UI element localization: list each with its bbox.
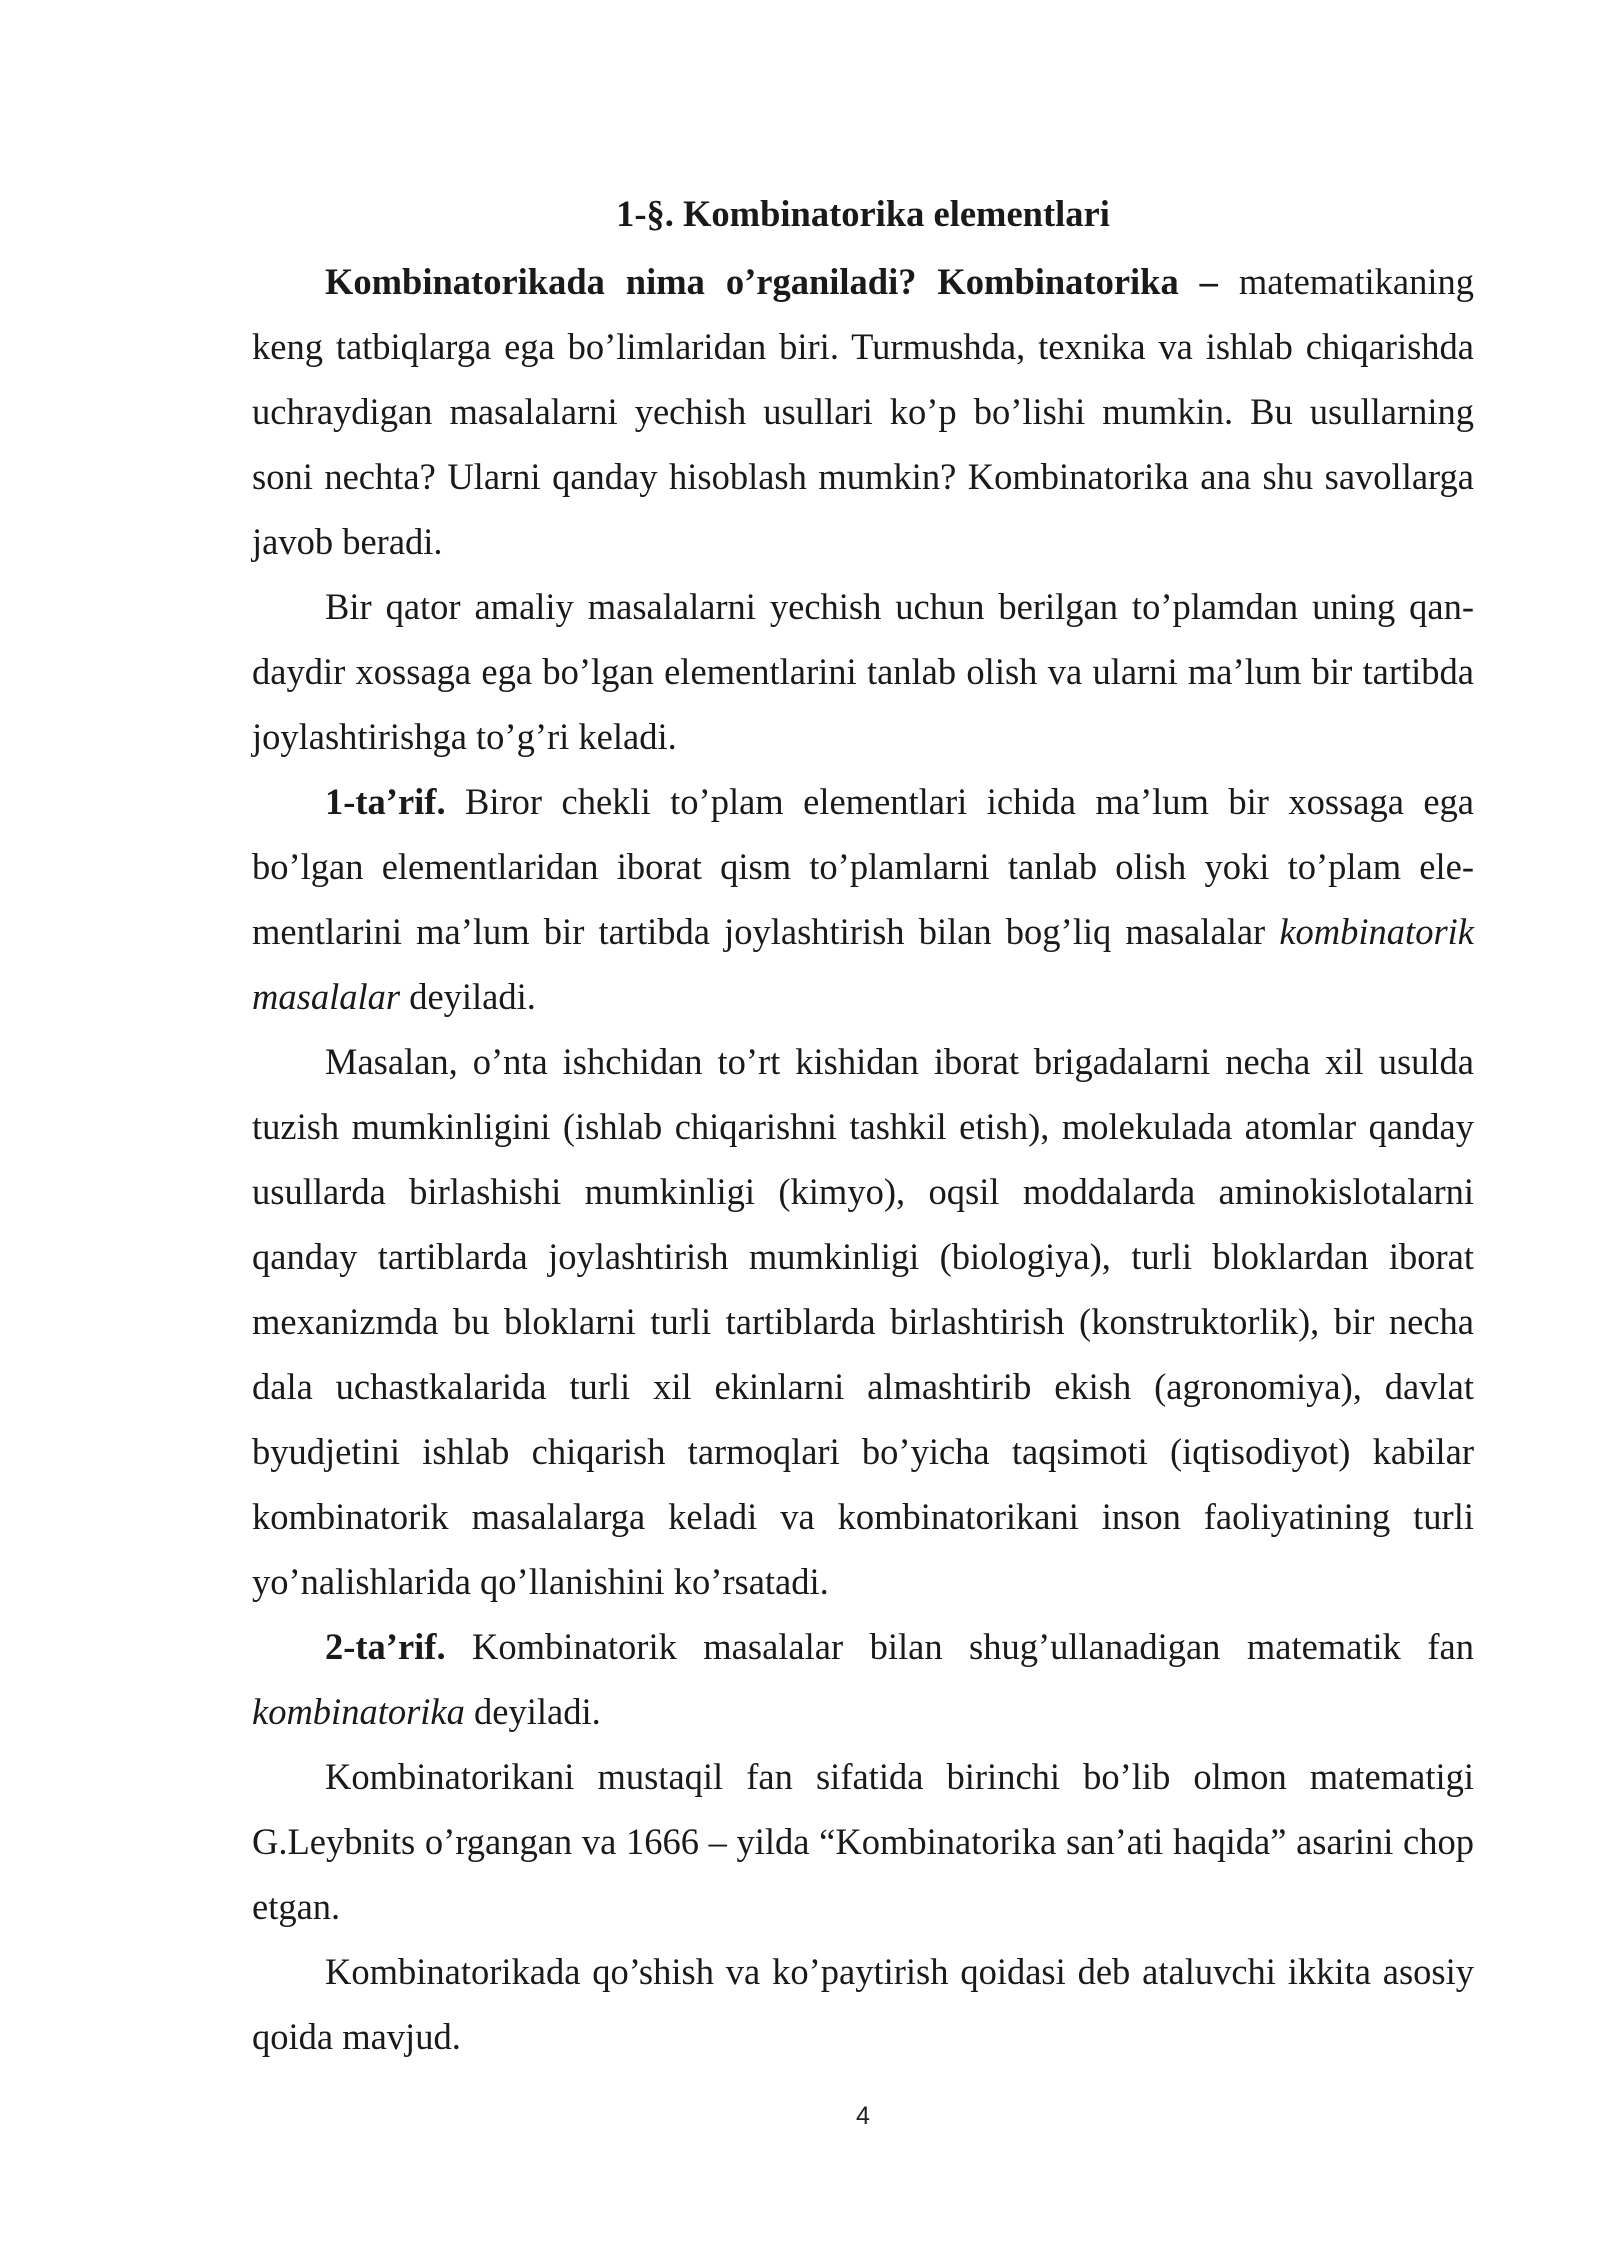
definition-2-text: Kombinatorik masalalar bilan shug’ullanadigan matematik fan <box>445 1626 1474 1667</box>
definition-2-term: kombinatorika <box>252 1691 465 1732</box>
page-number: 4 <box>856 2102 870 2130</box>
definition-1 <box>252 769 1474 1029</box>
definition-2-label: 2-ta’rif. <box>325 1626 446 1667</box>
paragraph-intro-bold-lead: Kombinatorikada nima o’rganiladi? Kombinatorika – <box>325 261 1218 302</box>
definition-2-tail: deyiladi. <box>464 1691 601 1732</box>
paragraph-selection-text: Bir qator amaliy masalalarni yechish uchun berilgan to’plamdan uning qandaydir xossaga ega bo’lgan elementlarini tanlab olish va ularni ma’lum bir tartibda joylashtirishga to’g’ri keladi. <box>252 586 1474 757</box>
section-heading: 1-§. Kombinatorika elementlari <box>616 193 1110 234</box>
paragraph-rules <box>252 1939 1474 2069</box>
paragraph-history <box>252 1744 1474 1939</box>
definition-1-label: 1-ta’rif. <box>325 781 446 822</box>
definition-2 <box>252 1614 1474 1744</box>
definition-1-text: Biror chekli to’plam elementlari ichida ma’lum bir xossaga ega bo’lgan elementlaridan iborat qism to’plamlarni tanlab olish yoki to’plam elementlarini ma’lum bir tartibda joylashtirish bilan bog’liq masalalar <box>252 781 1474 952</box>
paragraph-selection <box>252 574 1474 769</box>
definition-1-term: kombinatorik masalalar <box>252 911 1474 1017</box>
paragraph-examples <box>252 1029 1474 1614</box>
paragraph-intro-text: matematikaning keng tatbiqlarga ega bo’limlaridan biri. Turmushda, texnika va ishlab chiqarishda uchraydigan masalalarni yechish usullari ko’p bo’lishi mumkin. Bu usullarning soni nechta? Ularni qanday hisoblash mumkin? Kombinatorika ana shu savollarga javob beradi. <box>252 261 1475 562</box>
paragraph-rules-text: Kombinatorikada qo’shish va ko’paytirish qoidasi deb ataluvchi ikkita asosiy qoida mavjud. <box>252 1951 1474 2057</box>
paragraph-intro <box>252 249 1474 574</box>
paragraph-history-text: Kombinatorikani mustaqil fan sifatida birinchi bo’lib olmon matematigi G.Leybnits o’rgangan va 1666 – yilda “Kombinatorika san’ati haqida” asarini chop etgan. <box>252 1756 1474 1927</box>
document-body <box>252 249 1474 2069</box>
definition-1-tail: deyiladi. <box>400 976 536 1017</box>
paragraph-examples-text: Masalan, o’nta ishchidan to’rt kishidan iborat brigadalarni necha xil usulda tuzish mumkinligini (ishlab chiqarishni tashkil etish), molekulada atomlar qanday usullarda birlashishi mumkinligi (kimyo), oqsil moddalarda aminokislotalarni qanday tartiblarda joylashtirish mumkinligi (biologiya), turli bloklardan iborat mexanizmda bu bloklarni turli tartiblarda birlashtirish (konstruktorlik), bir necha dala uchastkalarida turli xil ekinlarni almashtirib ekish (agronomiya), davlat byudjetini ishlab chiqarish tarmoqlari bo’yicha taqsimoti (iqtisodiyot) kabilar kombinatorik masalalarga keladi va kombinatorikani inson faoliyatining turli yo’nalishlarida qo’llanishini ko’rsatadi. <box>252 1041 1474 1602</box>
